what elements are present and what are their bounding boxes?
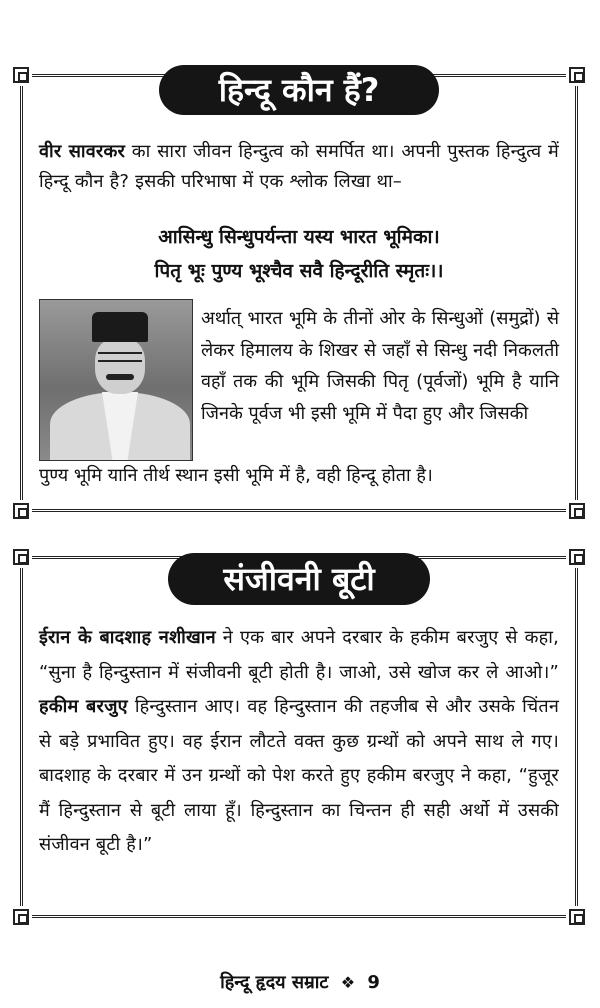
story-bold-1: ईरान के बादशाह नशीखान [39,627,216,648]
decorative-corner [566,64,588,86]
story-bold-2: हकीम बरजुए [39,696,128,717]
meaning-paragraph: अर्थात् भारत भूमि के तीनों ओर के सिन्धुओं (समुद्रों) से लेकर हिमालय के शिखर से जहाँ से सिन्धु नदी निकलती वहाँ तक की भूमि जिसकी पितृ (पूर्वजों) भूमि है यानि जिनके पूर्वज भी इसी भूमि में पैदा हुए और जिसकी [201,308,559,424]
book-title: हिन्दू हृदय सम्राट [220,972,329,993]
intro-paragraph [39,137,559,197]
shloka-line-1: आसिन्धु सिन्धुपर्यन्ता यस्य भारत भूमिका। [158,226,440,248]
section-title: हिन्दू कौन हैं? [159,65,439,115]
decorative-corner [566,906,588,928]
section-sanjeevani-frame [20,556,578,918]
separator-icon: ❖ [340,973,356,992]
decorative-corner [566,546,588,568]
decorative-corner [10,906,32,928]
intro-text: का सारा जीवन हिन्दुत्व को समर्पित था। अपनी पुस्तक हिन्दुत्व में हिन्दू कौन है? इसकी परिभाषा में एक श्लोक लिखा था– [39,141,559,192]
decorative-corner [566,500,588,522]
story-text-1: ने एक बार अपने दरबार के हकीम बरजुए से कहा, “सुना है हिन्दुस्तान में संजीवनी बूटी होती है। जाओ, उसे खोज कर ले आओ।” [39,627,560,683]
page-footer [0,970,600,994]
section-title: संजीवनी बूटी [168,553,430,605]
story-paragraph [39,621,559,863]
meaning-paragraph-end: पुण्य भूमि यानि तीर्थ स्थान इसी भूमि में है, वही हिन्दू होता है। [39,465,433,486]
decorative-corner [10,64,32,86]
savarkar-portrait-photo [39,299,193,461]
decorative-corner [10,500,32,522]
page-number: 9 [367,972,380,993]
decorative-corner [10,546,32,568]
author-name: वीर सावरकर [39,141,126,162]
story-text-2: हिन्दुस्तान आए। वह हिन्दुस्तान की तहजीब से और उसके चिंतन से बड़े प्रभावित हुए। वह ईरान लौटते वक्त कुछ ग्रन्थों को अपने साथ ले गए। बादशाह के दरबार में उन ग्रन्थों को पेश करते हुए हकीम बरजुए ने कहा, “हुजूर मैं हिन्दुस्तान से बूटी लाया हूँ। हिन्दुस्तान का चिन्तन ही सही अर्थो में उसकी संजीवन बूटी है।” [39,696,560,855]
section-hindu-kaun-frame [20,71,578,512]
shloka-line-2: पितृ भूः पुण्य भूश्चैव सवै हिन्दूरीति स्मृतः।। [154,260,444,282]
